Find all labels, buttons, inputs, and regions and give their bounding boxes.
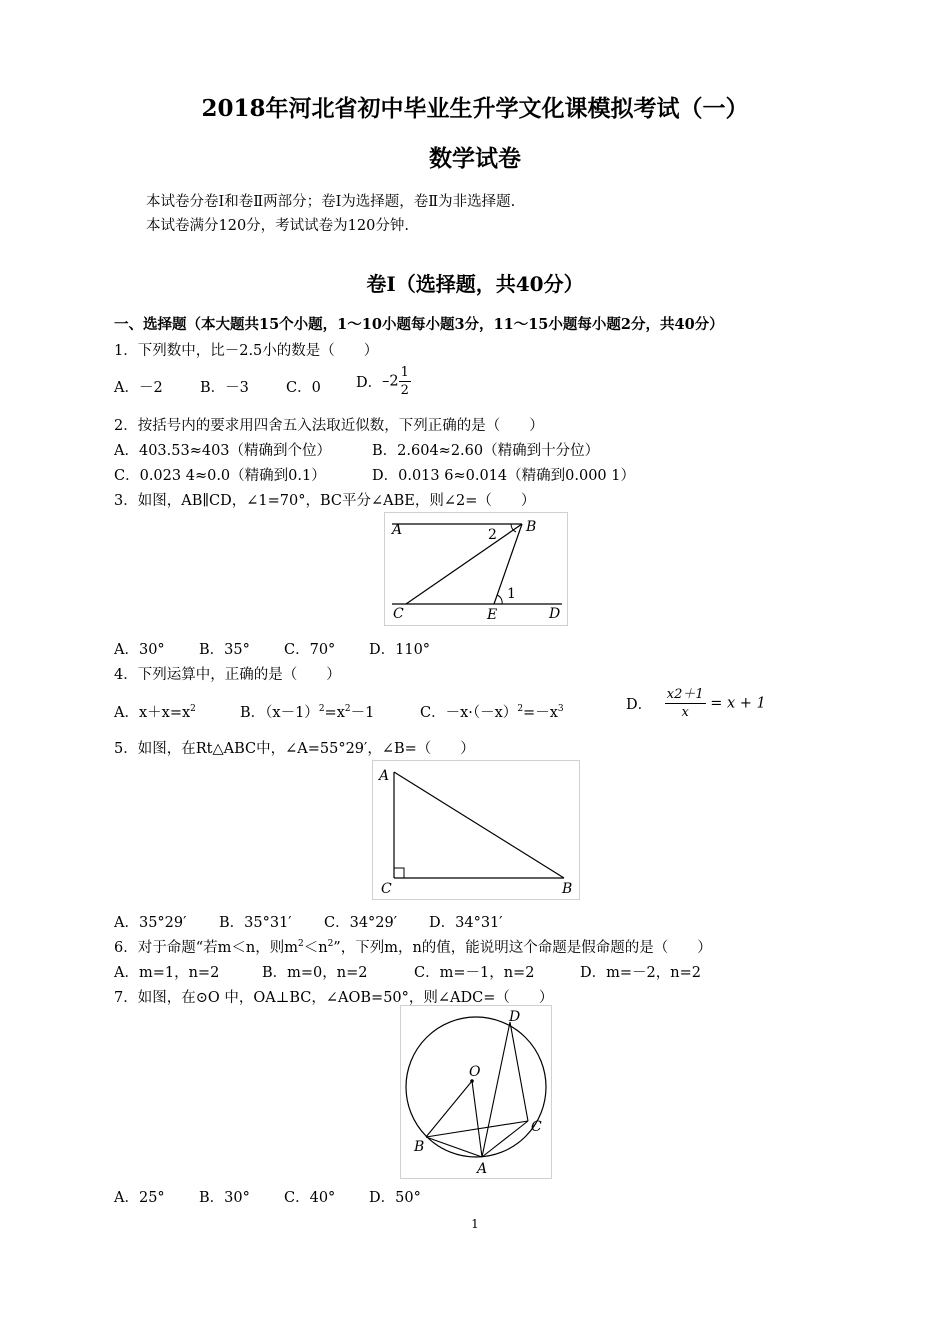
- q7-option-b: B．30°: [199, 1190, 250, 1206]
- q4-stem: 4．下列运算中，正确的是（ ）: [114, 667, 341, 683]
- q5-option-c: C．34°29′: [324, 915, 398, 931]
- q7-circle-figure: [400, 1005, 552, 1179]
- q6-exponent-1: 2: [297, 939, 304, 950]
- q4-b-exponent-2: 2: [344, 704, 351, 715]
- q1-option-a: A．－2: [114, 380, 163, 396]
- q5-label-c: C: [381, 881, 392, 897]
- q4-d-rhs: = x + 1: [710, 695, 766, 712]
- q2-stem: 2．按括号内的要求用四舍五入法取近似数，下列正确的是（ ）: [114, 418, 544, 434]
- q3-label-a: A: [392, 522, 403, 538]
- q2-option-b: B．2.604≈2.60（精确到十分位）: [372, 443, 600, 459]
- q3-label-c: C: [393, 606, 404, 622]
- q4-b-text-2: =x: [324, 705, 345, 721]
- q6-exponent-2: 2: [327, 939, 334, 950]
- q6-option-b: B．m=0，n=2: [262, 965, 368, 981]
- q7-label-c: C: [531, 1119, 542, 1135]
- q4-a-text: A．x＋x=x: [114, 705, 191, 721]
- section-title: 卷Ⅰ（选择题，共40分）: [366, 272, 584, 296]
- exam-subtitle: 数学试卷: [429, 145, 521, 172]
- q3-label-d: D: [549, 606, 561, 622]
- q4-c-text-2: =－x: [523, 705, 558, 721]
- q6-stem: [114, 936, 712, 957]
- q4-c-text: C．－x·（－x）: [420, 705, 518, 721]
- q4-b-text: B．（x－1）: [240, 705, 319, 721]
- q2-option-d: D．0.013 6≈0.014（精确到0.000 1）: [372, 468, 635, 484]
- q3-parallel-lines-figure: [384, 512, 568, 626]
- q6-option-c: C．m=－1，n=2: [414, 965, 535, 981]
- q7-option-a: A．25°: [114, 1190, 165, 1206]
- q4-option-d: [626, 686, 766, 721]
- q3-label-e: E: [487, 607, 498, 623]
- q7-option-c: C．40°: [284, 1190, 336, 1206]
- q6-option-a: A．m=1，n=2: [114, 965, 220, 981]
- q3-option-d: D．110°: [369, 642, 431, 658]
- page-number: 1: [471, 1217, 479, 1231]
- q4-d-numerator: x2＋1: [666, 687, 704, 702]
- intro-line-1: 本试卷分卷Ⅰ和卷Ⅱ两部分；卷Ⅰ为选择题，卷Ⅱ为非选择题.: [146, 194, 516, 210]
- q4-c-exponent: 2: [517, 704, 524, 715]
- q1-d-denominator: 2: [400, 383, 409, 398]
- q3-label-b: B: [526, 519, 537, 535]
- q2-option-c: C．0.023 4≈0.0（精确到0.1）: [114, 468, 326, 484]
- q5-label-a: A: [379, 768, 390, 784]
- q2-option-a: A．403.53≈403（精确到个位）: [114, 443, 332, 459]
- q4-d-denominator: x: [681, 705, 689, 720]
- q7-label-o: O: [469, 1064, 481, 1080]
- q5-right-triangle-figure: [372, 760, 580, 900]
- exam-title: 2018年河北省初中毕业生升学文化课模拟考试（一）: [201, 95, 749, 122]
- q4-option-a: [114, 701, 196, 722]
- q7-stem: 7．如图，在⊙O 中，OA⊥BC，∠AOB=50°，则∠ADC=（ ）: [114, 990, 554, 1006]
- q4-b-text-3: －1: [350, 705, 375, 721]
- q3-stem: 3．如图，AB∥CD，∠1=70°，BC平分∠ABE，则∠2=（ ）: [114, 493, 536, 509]
- q5-option-b: B．35°31′: [219, 915, 292, 931]
- q7-label-b: B: [414, 1139, 425, 1155]
- q3-option-a: A．30°: [114, 642, 165, 658]
- q4-option-b: [240, 701, 374, 722]
- q4-d-fraction: [665, 686, 706, 721]
- intro-line-2: 本试卷满分120分，考试试卷为120分钟.: [146, 218, 409, 234]
- q1-d-numerator: 1: [400, 365, 409, 380]
- q3-angle-2-label: 2: [488, 527, 497, 543]
- q4-option-c: [420, 701, 564, 722]
- q3-option-b: B．35°: [199, 642, 250, 658]
- q7-label-d: D: [509, 1009, 521, 1025]
- q5-option-a: A．35°29′: [114, 915, 187, 931]
- q1-option-b: B．－3: [200, 380, 249, 396]
- q4-d-prefix: D．: [626, 697, 653, 713]
- q6-stem-text-3: ”，下列m，n的值，能说明这个命题是假命题的是（ ）: [333, 940, 712, 956]
- q4-c-exponent-2: 3: [557, 704, 564, 715]
- q1-stem: 1．下列数中，比－2.5小的数是（ ）: [114, 343, 379, 359]
- q6-option-d: D．m=－2，n=2: [580, 965, 701, 981]
- q1-option-d-prefix: D．: [356, 375, 383, 391]
- q7-option-d: D．50°: [369, 1190, 421, 1206]
- q6-stem-text-2: ＜n: [303, 940, 328, 956]
- q7-label-a: A: [477, 1161, 488, 1177]
- q1-option-d: [356, 364, 411, 399]
- q1-option-c: C．0: [286, 380, 321, 396]
- q3-option-c: C．70°: [284, 642, 336, 658]
- q1-option-d-whole: –2: [382, 373, 399, 390]
- q5-label-b: B: [562, 881, 573, 897]
- q5-option-d: D．34°31′: [429, 915, 503, 931]
- q4-a-exponent: 2: [190, 704, 196, 715]
- q6-stem-text: 6．对于命题“若m＜n，则m: [114, 940, 298, 956]
- q5-stem: 5．如图，在Rt△ABC中，∠A=55°29′，∠B=（ ）: [114, 741, 475, 757]
- q4-b-exponent: 2: [318, 704, 325, 715]
- q1-option-d-fraction: [399, 364, 411, 399]
- q3-angle-1-label: 1: [507, 586, 516, 602]
- part-heading: 一、选择题（本大题共15个小题，1～10小题每小题3分，11～15小题每小题2分，共40分）: [114, 316, 724, 333]
